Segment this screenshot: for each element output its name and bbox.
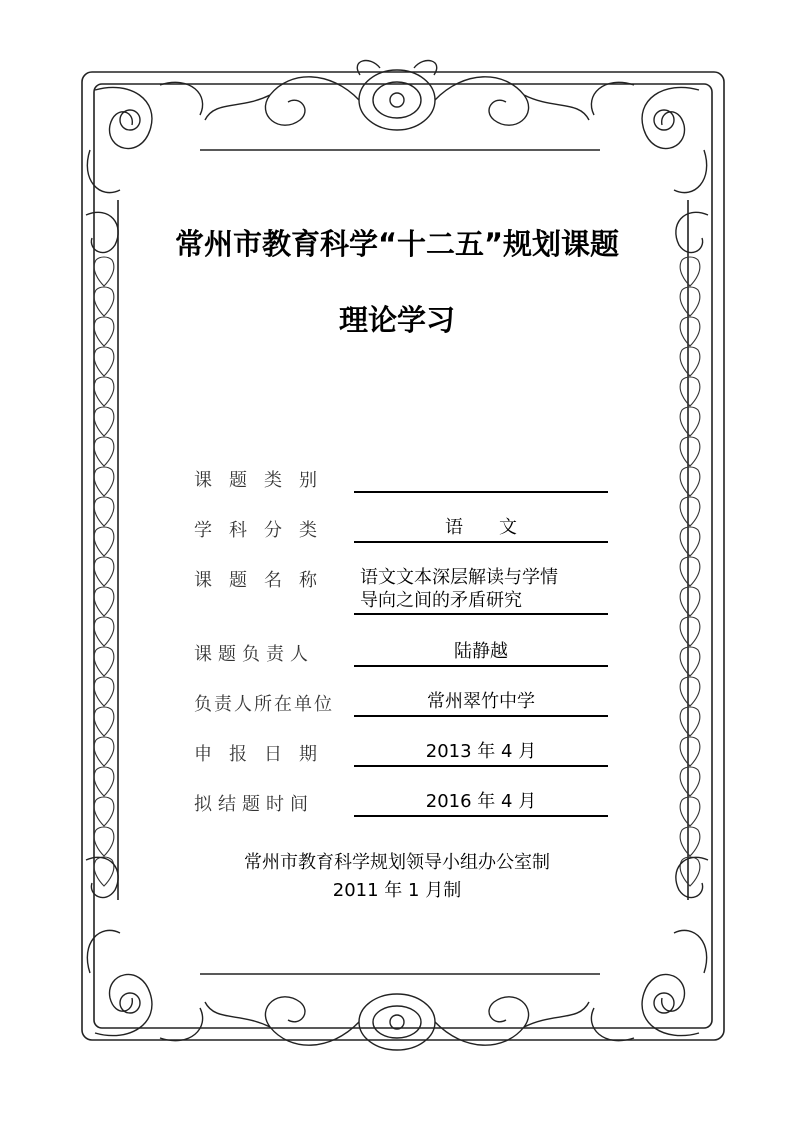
border-ornament (94, 677, 114, 706)
border-ornament (680, 797, 700, 826)
field-value (354, 466, 608, 493)
border-ornament (680, 587, 700, 616)
border-ornament (680, 557, 700, 586)
field-label: 申报日期 (194, 744, 334, 765)
field-label: 学科分类 (194, 520, 334, 541)
border-ornament (680, 407, 700, 436)
border-ornament (680, 437, 700, 466)
footer-issuer: 常州市教育科学规划领导小组办公室制 (244, 852, 550, 873)
document-title: 常州市教育科学“十二五”规划课题 (174, 227, 620, 261)
border-ornament (94, 437, 114, 466)
project-name-line1: 语文文本深层解读与学情 (360, 567, 558, 588)
border-ornament (680, 767, 700, 796)
field-value: 常州翠竹中学 (354, 690, 608, 717)
border-ornament (680, 377, 700, 406)
footer-date: 2011 年 1 月制 (332, 880, 462, 901)
field-value: 2016 年 4 月 (354, 790, 608, 817)
border-ornament (94, 347, 114, 376)
border-ornament (680, 467, 700, 496)
border-ornament (94, 617, 114, 646)
field-label: 拟结题时间 (194, 794, 314, 815)
border-ornament (680, 617, 700, 646)
field-value (354, 566, 608, 615)
border-ornament (94, 527, 114, 556)
border-ornament (94, 587, 114, 616)
border-ornament (94, 797, 114, 826)
field-value: 陆静越 (354, 640, 608, 667)
border-ornament (94, 467, 114, 496)
border-ornament (680, 707, 700, 736)
border-ornament (680, 677, 700, 706)
border-ornament (680, 527, 700, 556)
border-ornament (94, 647, 114, 676)
border-ornament (94, 707, 114, 736)
field-value: 语 文 (354, 516, 608, 543)
border-ornament (94, 737, 114, 766)
border-ornament (94, 407, 114, 436)
border-ornament (94, 377, 114, 406)
field-value: 2013 年 4 月 (354, 740, 608, 767)
border-ornament (680, 347, 700, 376)
field-label: 负责人所在单位 (194, 694, 334, 715)
border-ornament (680, 737, 700, 766)
border-ornament (680, 647, 700, 676)
field-label: 课题类别 (194, 470, 334, 491)
field-label: 课题名称 (194, 570, 334, 591)
border-ornament (94, 557, 114, 586)
border-ornament (94, 767, 114, 796)
field-label: 课题负责人 (194, 644, 314, 665)
border-ornament (94, 497, 114, 526)
document-subtitle: 理论学习 (338, 303, 455, 337)
project-name-line2: 导向之间的矛盾研究 (360, 590, 522, 611)
border-ornament (680, 497, 700, 526)
